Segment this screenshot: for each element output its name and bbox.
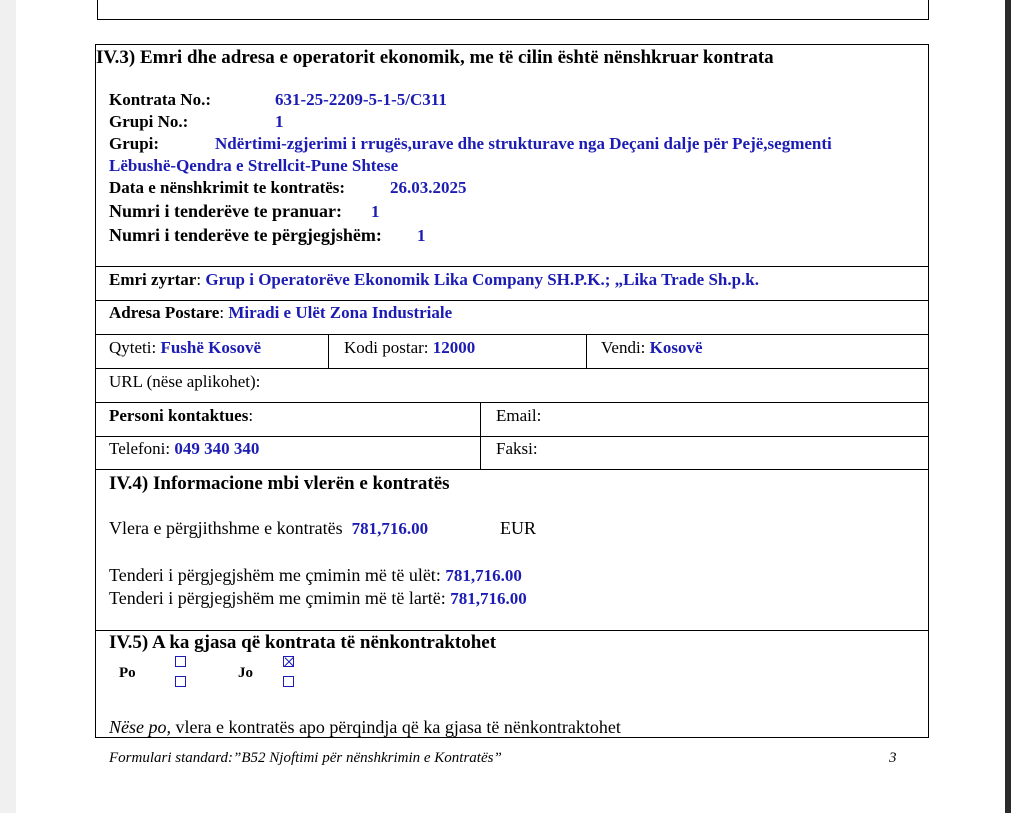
sign-date-label: Data e nënshkrimit te kontratës:	[109, 178, 346, 197]
postal-address-label: Adresa Postare	[109, 303, 220, 322]
tenders-responsive-value: 1	[417, 226, 426, 245]
group-no-label: Grupi No.:	[109, 112, 189, 131]
lowest-tender-row	[109, 565, 522, 586]
cell-divider	[328, 334, 329, 368]
highest-tender-value: 781,716.00	[450, 589, 527, 608]
page-number: 3	[889, 750, 897, 766]
city-value: Fushë Kosovë	[160, 338, 262, 357]
group-value-line2: Lëbushë-Qendra e Strellcit-Pune Shtese	[109, 156, 399, 175]
contact-cell: Personi kontaktues:	[109, 406, 254, 425]
no-checkbox[interactable]	[283, 676, 294, 687]
cell-divider	[586, 334, 587, 368]
contract-no-value: 631-25-2209-5-1-5/C311	[275, 90, 447, 109]
section-iv3-title: IV.3) Emri dhe adresa e operatorit ekonomik, me të cilin është nënshkruar kontrata	[96, 47, 774, 68]
phone-label: Telefoni:	[109, 439, 171, 458]
postal-address-row: Adresa Postare: Miradi e Ulët Zona Industriale	[109, 303, 453, 322]
section-iv4-title: IV.4) Informacione mbi vlerën e kontratës	[109, 473, 450, 494]
country-value: Kosovë	[649, 338, 703, 357]
postal-code-label: Kodi postar:	[344, 338, 429, 357]
sign-date-value: 26.03.2025	[390, 178, 467, 197]
group-value-line1: Ndërtimi-zgjerimi i rrugës,urave dhe strukturave nga Deçani dalje për Pejë,segmenti	[215, 134, 832, 153]
previous-section-box	[97, 0, 929, 20]
yes-checkbox[interactable]	[175, 676, 186, 687]
fax-label: Faksi:	[496, 439, 538, 458]
no-checkbox-checked[interactable]	[283, 656, 294, 667]
city-label: Qyteti:	[109, 338, 157, 357]
divider	[95, 334, 929, 335]
yes-label: Po	[119, 665, 136, 681]
divider	[95, 469, 929, 470]
viewer-background	[0, 0, 16, 813]
cell-divider	[480, 402, 481, 469]
currency: EUR	[500, 518, 536, 538]
contact-label: Personi kontaktues	[109, 406, 249, 425]
divider	[95, 402, 929, 403]
no-label: Jo	[238, 665, 253, 681]
city-cell	[109, 338, 261, 358]
divider	[95, 436, 929, 437]
subcontract-note	[109, 717, 621, 738]
footer-form-name: Formulari standard:”B52 Njoftimi për nënshkrimin e Kontratës”	[109, 750, 502, 766]
lowest-tender-value: 781,716.00	[445, 566, 522, 585]
tenders-accepted-label: Numri i tenderëve te pranuar:	[109, 201, 342, 221]
official-name-label: Emri zyrtar	[109, 270, 197, 289]
divider	[95, 266, 929, 267]
url-label: URL (nëse aplikohet):	[109, 372, 261, 391]
total-value-row	[109, 518, 428, 539]
country-label: Vendi:	[601, 338, 646, 357]
yes-checkbox-upper[interactable]	[175, 656, 186, 667]
phone-value: 049 340 340	[174, 439, 260, 458]
postal-code-cell	[344, 338, 475, 358]
document-page	[16, 0, 1005, 813]
group-label: Grupi:	[109, 134, 160, 153]
postal-address-value: Miradi e Ulët Zona Industriale	[228, 303, 453, 322]
tenders-accepted-value: 1	[371, 202, 380, 221]
divider	[95, 630, 929, 631]
email-label: Email:	[496, 406, 542, 425]
total-value: 781,716.00	[351, 519, 429, 538]
divider	[95, 368, 929, 369]
note-italic: Nëse po,	[109, 717, 171, 737]
highest-tender-label: Tenderi i përgjegjshëm me çmimin më të lartë:	[109, 588, 446, 608]
tenders-responsive-label: Numri i tenderëve te përgjegjshëm:	[109, 225, 382, 245]
total-value-label: Vlera e përgjithshme e kontratës	[109, 518, 343, 538]
group-no-value: 1	[275, 112, 284, 131]
official-name-row: Emri zyrtar: Grup i Operatorëve Ekonomik Lika Company SH.P.K.; „Lika Trade Sh.p.k.	[109, 270, 760, 289]
contract-no-label: Kontrata No.:	[109, 90, 211, 109]
lowest-tender-label: Tenderi i përgjegjshëm me çmimin më të ulët:	[109, 565, 441, 585]
section-iv5-title: IV.5) A ka gjasa që kontrata të nënkontraktohet	[109, 632, 497, 653]
postal-code-value: 12000	[432, 338, 476, 357]
highest-tender-row	[109, 588, 527, 609]
phone-cell	[109, 439, 259, 459]
country-cell	[601, 338, 703, 358]
note-text: vlera e kontratës apo përqindja që ka gjasa të nënkontraktohet	[171, 717, 621, 737]
divider	[95, 300, 929, 301]
viewer-scrollbar[interactable]	[1005, 0, 1011, 813]
official-name-value: Grup i Operatorëve Ekonomik Lika Company SH.P.K.; „Lika Trade Sh.p.k.	[205, 270, 760, 289]
